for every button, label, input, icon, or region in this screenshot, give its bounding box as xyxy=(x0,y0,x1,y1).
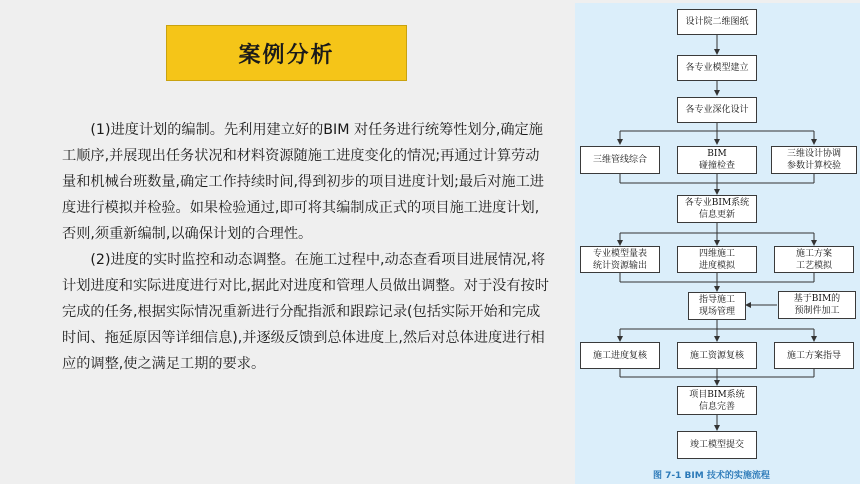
node-model-build: 各专业模型建立 xyxy=(677,55,757,81)
paragraph-1: (1)进度计划的编制。先利用建立好的BIM 对任务进行统筹性划分,确定施工顺序,并展现出任务状况和材料资源随施工进度变化的情况;再通过计算劳动量和机械台班数量,确定工作持续时间,得到初步的项目进度计划;最后对施工进度进行模拟并检验。如果检验通过,即可将其编制成正式的项目施工进度计划,否则,须重新编制,以确保计划的合理性。 xyxy=(62,122,544,242)
node-schedule-review: 施工进度复核 xyxy=(580,342,660,369)
node-clash-check: BIM 碰撞检查 xyxy=(677,146,757,174)
node-pipeline-integration: 三维管线综合 xyxy=(580,146,660,174)
figure-caption: 图 7-1 BIM 技术的实施流程 xyxy=(653,471,770,481)
paragraph-2: (2)进度的实时监控和动态调整。在施工过程中,动态查看项目进展情况,将计划进度和实际进度进行对比,据此对进度和管理人员做出调整。对于没有按时完成的任务,根据实际情况重新进行分配指派和跟踪记录(包括实际开始和完成时间、拖延原因等详细信息),并逐级反馈到总体进度上,然后对总体进度进行相应的调整,使之满足工期的要求。 xyxy=(62,252,549,372)
node-deepen-design: 各专业深化设计 xyxy=(677,97,757,123)
node-prefab-processing: 基于BIM的 预制件加工 xyxy=(778,291,856,319)
section-title: 案例分析 xyxy=(238,42,335,68)
node-4d-simulation: 四维施工 进度模拟 xyxy=(677,246,757,273)
node-process-simulation: 施工方案 工艺模拟 xyxy=(774,246,854,273)
node-site-management: 指导施工 现场管理 xyxy=(688,292,746,320)
node-design-drawings: 设计院二维图纸 xyxy=(677,9,757,35)
node-3d-coordination: 三维设计协调 参数计算校验 xyxy=(771,146,857,174)
node-completion-submit: 竣工模型提交 xyxy=(677,431,757,459)
body-text xyxy=(62,117,550,377)
flowchart-panel xyxy=(575,3,860,484)
section-title-banner xyxy=(166,25,407,81)
node-system-update: 各专业BIM系统 信息更新 xyxy=(677,195,757,223)
node-resource-review: 施工资源复核 xyxy=(677,342,757,369)
node-info-completion: 项目BIM系统 信息完善 xyxy=(677,386,757,415)
node-quantity-output: 专业模型量表 统计资源输出 xyxy=(580,246,660,273)
node-plan-guidance: 施工方案指导 xyxy=(774,342,854,369)
